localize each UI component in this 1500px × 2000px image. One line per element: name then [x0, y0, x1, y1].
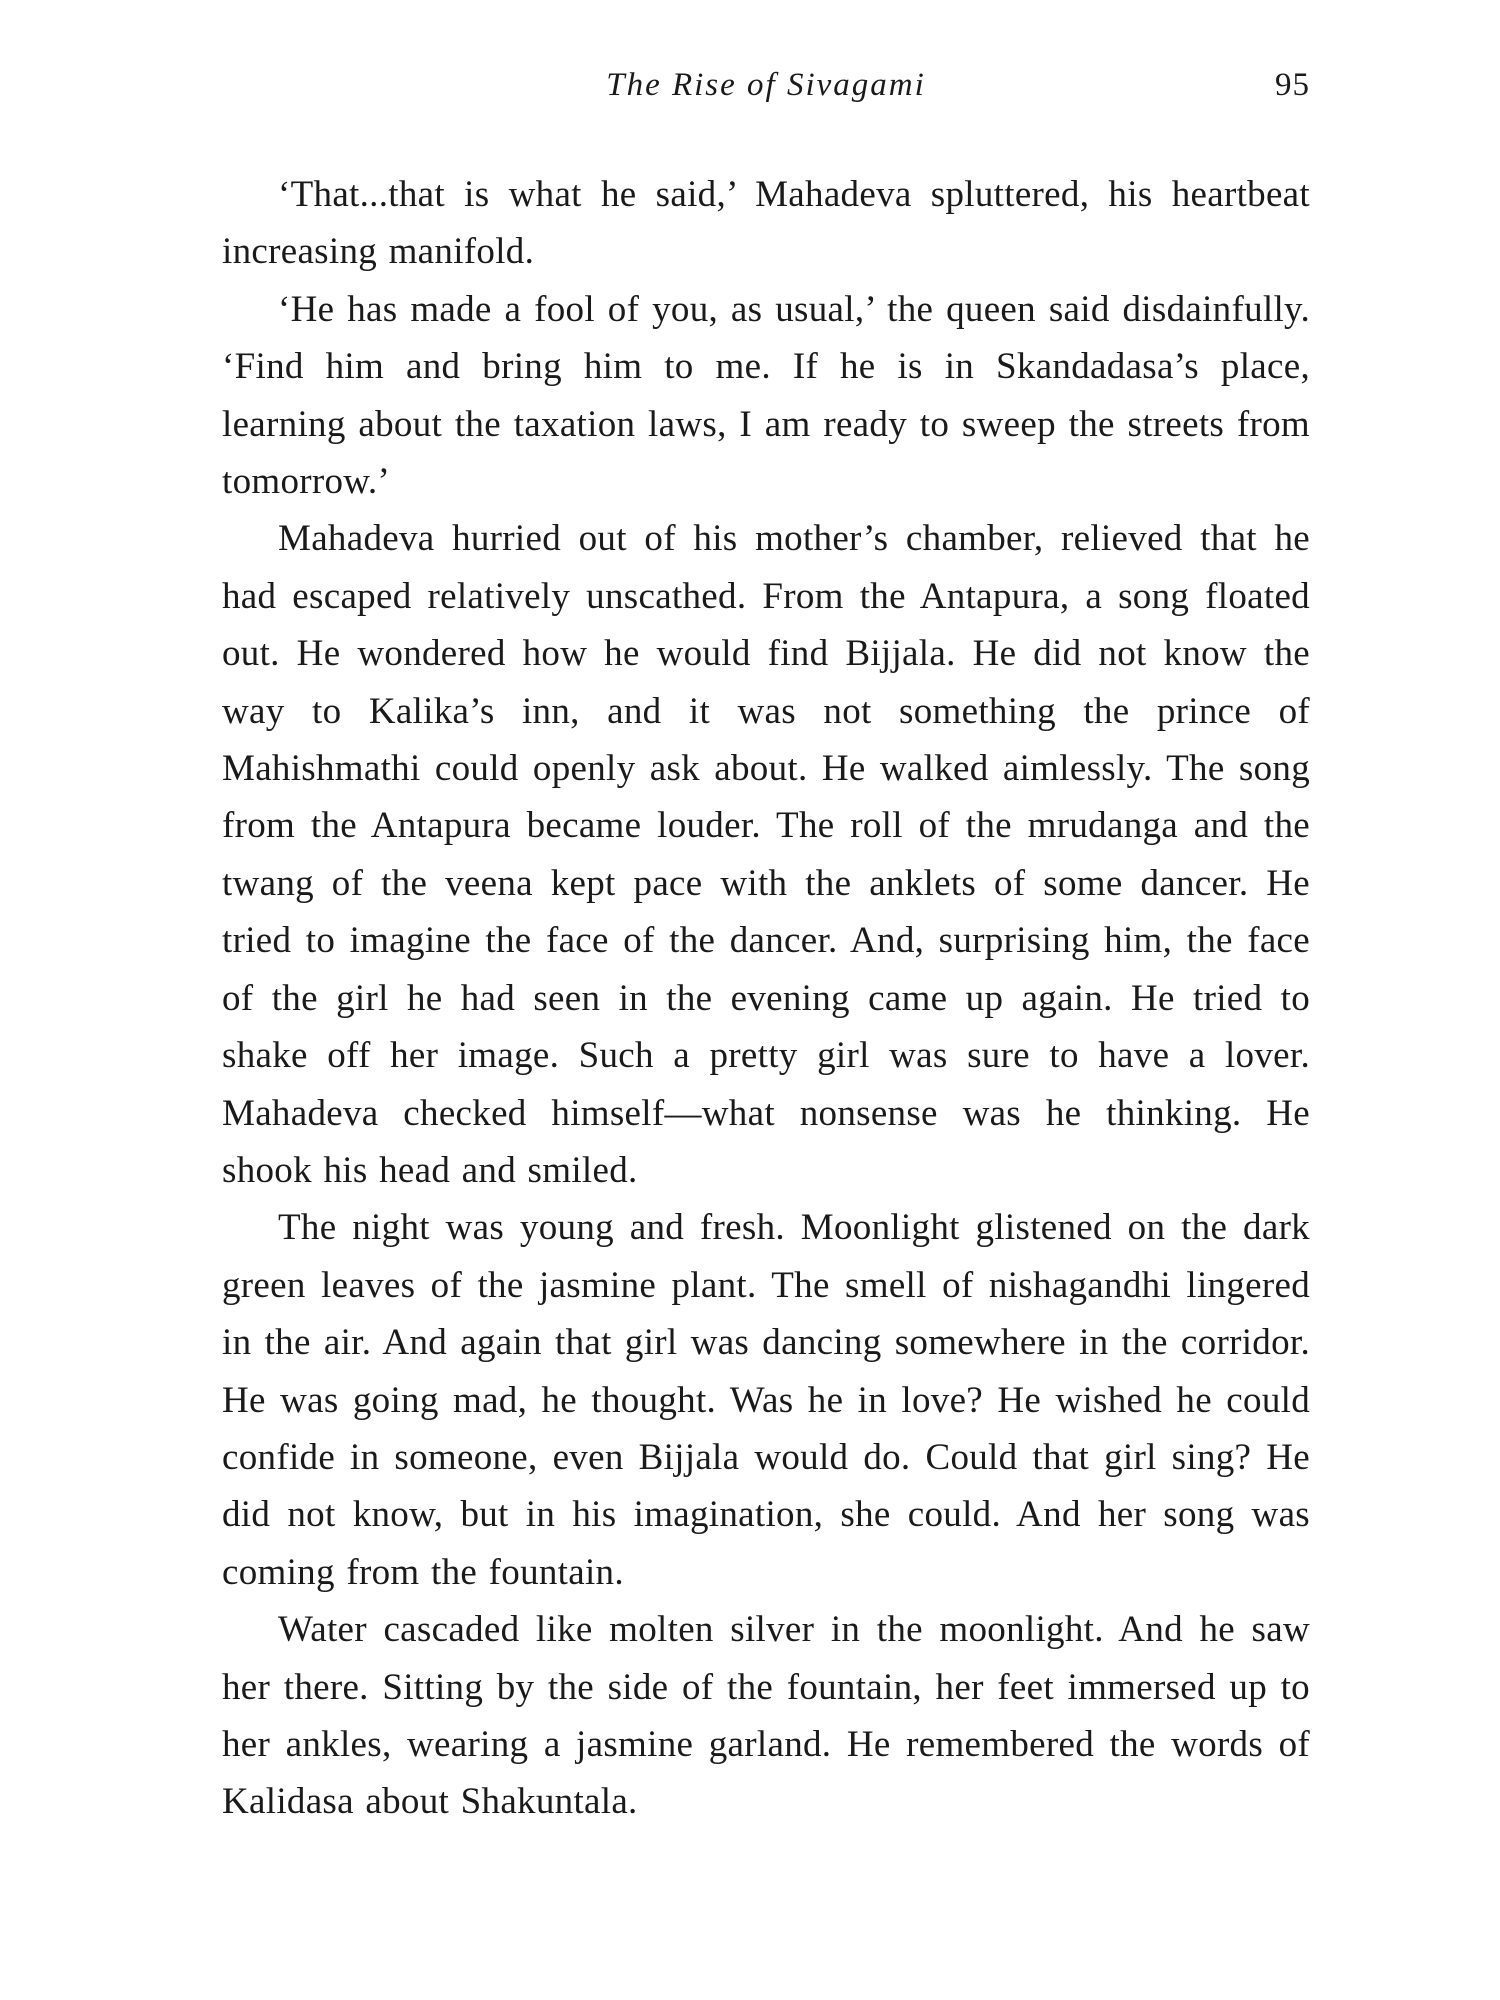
running-header: [222, 60, 1310, 110]
paragraph: The night was young and fresh. Moonlight glistened on the dark green leaves of the jasmine plant. The smell of nishagandhi lingered in the air. And again that girl was dancing somewhere in the corridor. He was going mad, he thought. Was he in love? He wished he could confide in someone, even Bijjala would do. Could that girl sing? He did not know, but in his imagination, she could. And her song was coming from the fountain.: [222, 1207, 1310, 1593]
paragraph: ‘He has made a fool of you, as usual,’ the queen said disdainfully. ‘Find him and bring him to me. If he is in Skandadasa’s place, learning about the taxation laws, I am ready to sweep the streets from tomorrow.’: [222, 288, 1310, 503]
page-number: 95: [1275, 67, 1310, 103]
paragraph: Mahadeva hurried out of his mother’s chamber, relieved that he had escaped relatively unscathed. From the Antapura, a song floated out. He wondered how he would find Bijjala. He did not know the way to Kalika’s inn, and it was not something the prince of Mahishmathi could openly ask about. He walked aimlessly. The song from the Antapura became louder. The roll of the mrudanga and the twang of the veena kept pace with the anklets of some dancer. He tried to imagine the face of the dancer. And, surprising him, the face of the girl he had seen in the evening came up again. He tried to shake off her image. Such a pretty girl was sure to have a lover. Mahadeva checked himself—what nonsense was he thinking. He shook his head and smiled.: [222, 518, 1310, 1191]
paragraph: ‘That...that is what he said,’ Mahadeva spluttered, his heartbeat increasing manifold.: [222, 174, 1310, 273]
body-text: [222, 166, 1310, 1831]
paragraph: Water cascaded like molten silver in the moonlight. And he saw her there. Sitting by the side of the fountain, her feet immersed up to her ankles, wearing a jasmine garland. He remembered the words of Kalidasa about Shakuntala.: [222, 1609, 1310, 1823]
running-title: The Rise of Sivagami: [606, 67, 926, 103]
